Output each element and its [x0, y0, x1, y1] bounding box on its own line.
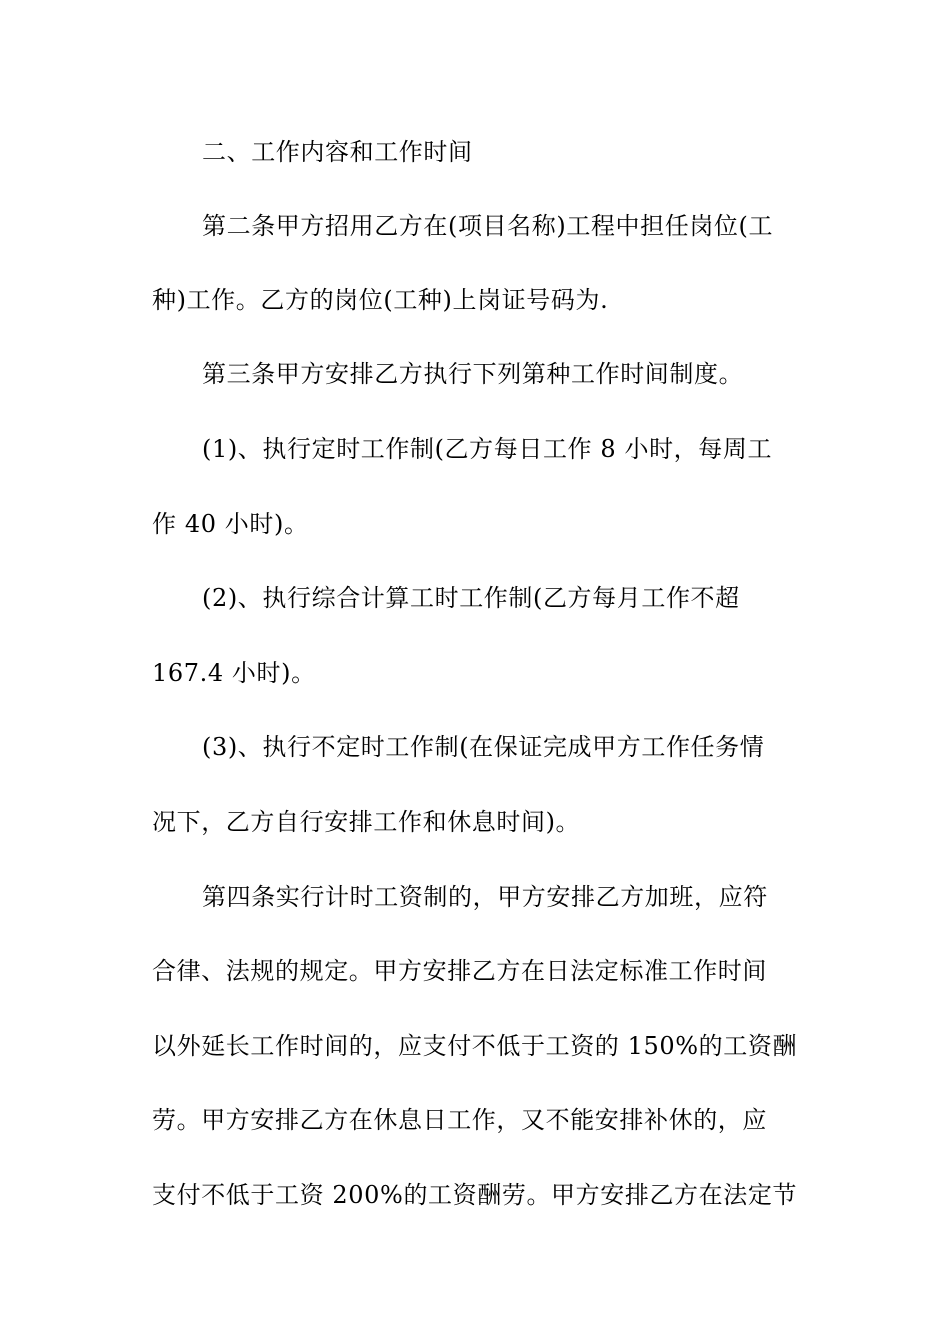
- paragraph-line: 167.4 小时)。: [152, 659, 316, 687]
- section-heading: 二、工作内容和工作时间: [202, 138, 473, 166]
- paragraph-line: 第二条甲方招用乙方在(项目名称)工程中担任岗位(工: [202, 212, 774, 240]
- paragraph-line: (3)、执行不定时工作制(在保证完成甲方工作任务情: [202, 733, 765, 761]
- paragraph-line: 劳。甲方安排乙方在休息日工作，又不能安排补休的，应: [152, 1106, 767, 1134]
- paragraph-line: 况下，乙方自行安排工作和休息时间)。: [152, 808, 581, 836]
- paragraph-line: 以外延长工作时间的，应支付不低于工资的 150%的工资酬: [152, 1032, 798, 1060]
- paragraph-line: 种)工作。乙方的岗位(工种)上岗证号码为.: [152, 286, 609, 314]
- paragraph-line: (2)、执行综合计算工时工作制(乙方每月工作不超: [202, 584, 740, 612]
- paragraph-line: 第三条甲方安排乙方执行下列第种工作时间制度。: [202, 360, 744, 388]
- paragraph-line: 第四条实行计时工资制的，甲方安排乙方加班，应符: [202, 883, 768, 911]
- paragraph-line: 支付不低于工资 200%的工资酬劳。甲方安排乙方在法定节: [152, 1181, 798, 1209]
- paragraph-line: 合律、法规的规定。甲方安排乙方在日法定标准工作时间: [152, 957, 767, 985]
- paragraph-line: (1)、执行定时工作制(乙方每日工作 8 小时，每周工: [202, 435, 773, 463]
- paragraph-line: 作 40 小时)。: [152, 510, 309, 538]
